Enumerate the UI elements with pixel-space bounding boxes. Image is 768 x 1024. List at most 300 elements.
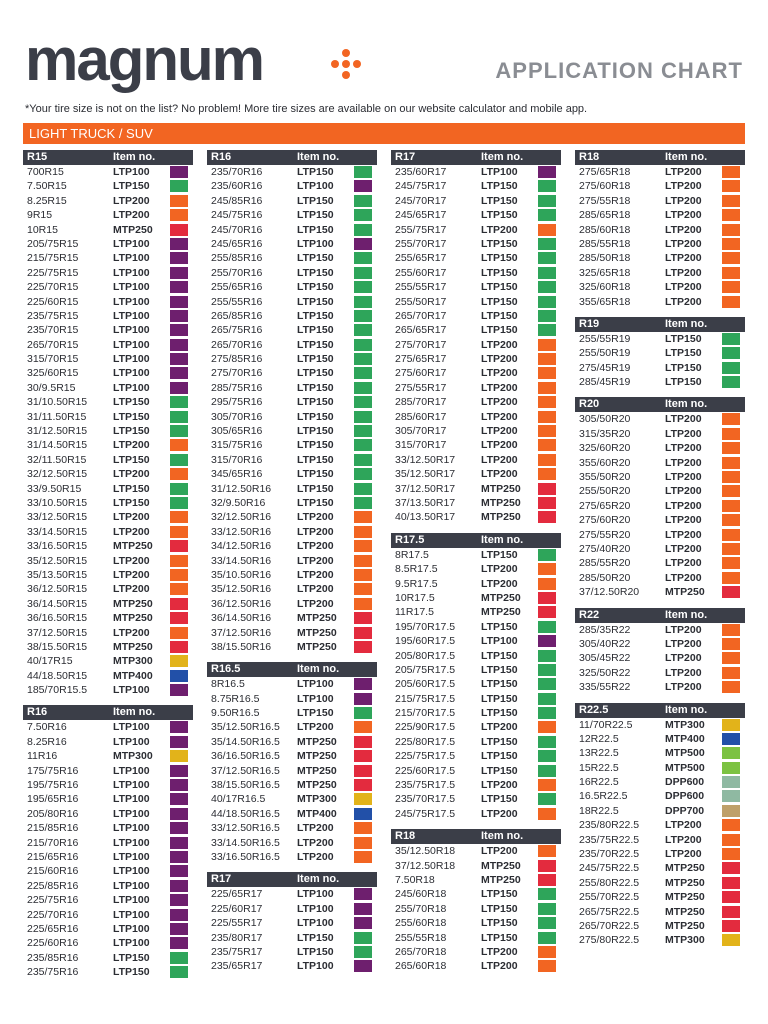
rim-size-label: R15 [27,151,48,163]
item-number: LTP200 [665,456,702,469]
column-4 [575,150,745,956]
table-row [207,720,377,734]
color-swatch [170,966,188,978]
tire-size: 305/65R16 [211,425,263,438]
rim-section [391,150,561,525]
tire-size: 225/65R17 [211,888,263,901]
table-row [207,352,377,366]
tire-size: 215/60R16 [27,865,79,878]
table-row [391,562,561,576]
item-number: LTP150 [113,425,150,438]
item-number: LTP150 [297,324,334,337]
table-row [207,165,377,179]
color-swatch [538,888,556,900]
table-row [575,484,745,498]
color-swatch [170,822,188,834]
color-swatch [722,195,740,207]
item-number: LTP150 [665,347,702,360]
table-row [23,539,193,553]
color-swatch [354,612,372,624]
item-number: LTP200 [665,427,702,440]
item-number: LTP150 [481,237,518,250]
item-number: LTP150 [297,931,334,944]
item-number: MTP250 [113,597,153,610]
color-swatch [538,793,556,805]
color-swatch [170,238,188,250]
tire-size: 33/14.50R16 [211,554,272,567]
item-column-label: Item no. [297,663,340,676]
color-swatch [170,851,188,863]
table-row [207,309,377,323]
tire-size: 275/65R17 [395,353,447,366]
item-number: MTP400 [113,669,153,682]
item-number: MTP300 [113,750,153,763]
color-swatch [170,808,188,820]
section-header [391,150,561,165]
tire-size: 37/12.50R18 [395,859,456,872]
table-row [391,959,561,973]
color-swatch [538,750,556,762]
table-row [23,597,193,611]
color-swatch [538,324,556,336]
table-row [575,332,745,346]
tire-size: 235/75R17 [211,945,263,958]
item-number: LTP100 [113,309,150,322]
item-number: LTP150 [481,281,518,294]
item-number: LTP150 [481,620,518,633]
tire-size: 285/45R19 [579,376,631,389]
item-number: LTP200 [113,194,150,207]
item-number: LTP150 [297,410,334,423]
tire-size: 285/50R20 [579,571,631,584]
item-column-label: Item no. [297,873,340,886]
item-number: MTP250 [297,735,337,748]
item-number: LTP150 [297,252,334,265]
item-number: LTP100 [113,937,150,950]
table-row [575,876,745,890]
item-number: LTP200 [113,439,150,452]
tire-size: 40/17R16.5 [211,793,266,806]
table-row [575,165,745,179]
color-swatch [170,439,188,451]
item-number: LTP150 [297,266,334,279]
item-number: MTP300 [113,655,153,668]
item-number: LTP200 [113,568,150,581]
rim-size-label: R20 [579,398,600,411]
color-swatch [354,166,372,178]
color-swatch [354,540,372,552]
table-row [391,677,561,691]
item-column-label: Item no. [113,151,156,163]
table-row [391,223,561,237]
item-number: LTP100 [297,678,334,691]
table-row [575,513,745,527]
rim-section [207,150,377,654]
tire-size: 235/70R15 [27,324,79,337]
item-number: LTP150 [297,396,334,409]
item-number: LTP100 [113,764,150,777]
color-swatch [170,339,188,351]
table-row [391,605,561,619]
item-number: LTP200 [481,338,518,351]
table-row [207,836,377,850]
table-row [23,864,193,878]
table-row [23,764,193,778]
item-number: LTP200 [665,194,702,207]
color-swatch [538,339,556,351]
table-row [391,194,561,208]
table-row [575,346,745,360]
tire-size: 235/70R22.5 [579,848,640,861]
tire-size: 305/40R22 [579,637,631,650]
table-row [23,482,193,496]
item-number: LTP200 [113,554,150,567]
table-row [23,554,193,568]
item-number: LTP200 [665,652,702,665]
item-number: LTP200 [297,554,334,567]
color-swatch [722,209,740,221]
table-row [23,424,193,438]
color-swatch [354,310,372,322]
tire-size: 215/75R17.5 [395,692,456,705]
item-number: LTP200 [297,525,334,538]
tire-size: 285/55R20 [579,557,631,570]
item-number: LTP150 [113,966,150,979]
tire-size: 285/60R17 [395,410,447,423]
table-row [391,237,561,251]
item-number: LTP200 [481,439,518,452]
item-number: LTP100 [113,807,150,820]
table-row [391,778,561,792]
item-number: MTP250 [481,591,521,604]
table-row [575,933,745,947]
table-row [23,438,193,452]
color-swatch [170,598,188,610]
item-number: LTP150 [481,194,518,207]
item-number: LTP200 [481,779,518,792]
table-row [575,804,745,818]
table-row [207,395,377,409]
item-number: MTP250 [665,586,705,599]
color-swatch [722,457,740,469]
color-swatch [538,454,556,466]
color-swatch [538,917,556,929]
tire-size: 33/12.50R15 [27,511,88,524]
color-swatch [354,779,372,791]
item-number: LTP150 [481,295,518,308]
color-swatch [170,750,188,762]
item-number: LTP100 [481,166,518,178]
color-swatch [170,267,188,279]
tire-size: 235/85R16 [27,951,79,964]
rim-size-label: R17 [211,873,232,886]
color-swatch [354,468,372,480]
tire-size: 255/70R17 [395,237,447,250]
table-row [23,194,193,208]
item-number: LTP200 [297,597,334,610]
color-swatch [354,209,372,221]
table-row [23,496,193,510]
table-row [575,251,745,265]
tire-size: 175/75R16 [27,764,79,777]
rim-size-label: R17.5 [395,533,425,546]
table-row [391,251,561,265]
color-swatch [170,569,188,581]
item-number: LTP100 [113,850,150,863]
table-row [207,280,377,294]
item-number: LTP100 [297,888,334,901]
table-row [207,266,377,280]
table-row [575,427,745,441]
color-swatch [722,180,740,192]
color-swatch [538,736,556,748]
table-row [391,548,561,562]
item-number: LTP200 [481,396,518,409]
color-swatch [722,638,740,650]
tire-size: 245/65R17 [395,209,447,222]
color-swatch [170,209,188,221]
tire-size: 215/75R15 [27,252,79,265]
tire-size: 285/55R18 [579,237,631,250]
tire-size: 235/65R17 [211,960,263,973]
table-row [391,208,561,222]
item-number: LTP200 [665,819,702,832]
table-row [575,295,745,309]
item-column-label: Item no. [665,608,708,621]
tire-size: 345/65R16 [211,468,263,481]
color-swatch [170,180,188,192]
item-number: LTP150 [481,266,518,279]
table-row [207,410,377,424]
tire-size: 235/70R16 [211,166,263,178]
item-number: LTP100 [297,692,334,705]
table-row [575,194,745,208]
color-swatch [354,851,372,863]
tire-size: 37/12.50R16 [211,626,272,639]
table-row [23,410,193,424]
item-number: LTP200 [113,525,150,538]
color-swatch [722,805,740,817]
color-swatch [170,324,188,336]
table-row [23,266,193,280]
tire-size: 235/80R17 [211,931,263,944]
item-number: DPP600 [665,790,705,803]
color-swatch [538,563,556,575]
item-number: MTP250 [665,862,705,875]
table-row [23,510,193,524]
tire-size: 255/50R17 [395,295,447,308]
item-number: LTP150 [297,453,334,466]
tire-size: 245/70R16 [211,223,263,236]
rim-section [575,317,745,390]
tire-size: 35/12.50R17 [395,468,456,481]
section-header [23,150,193,165]
tire-size: 33/14.50R16.5 [211,836,280,849]
color-swatch [354,888,372,900]
item-number: LTP200 [113,583,150,596]
color-swatch [722,347,740,359]
color-swatch [538,209,556,221]
item-number: LTP150 [113,482,150,495]
color-swatch [538,606,556,618]
item-number: MTP300 [665,934,705,947]
tire-size: 325/60R18 [579,281,631,294]
color-swatch [354,736,372,748]
tire-size: 215/70R16 [27,836,79,849]
item-number: LTP100 [113,822,150,835]
tire-size: 325/50R22 [579,666,631,679]
table-row [207,807,377,821]
color-swatch [722,762,740,774]
tire-size: 33/16.50R16.5 [211,850,280,863]
item-number: LTP150 [481,324,518,337]
color-swatch [722,376,740,388]
item-number: LTP150 [297,223,334,236]
color-swatch [170,281,188,293]
item-number: LTP200 [665,413,702,426]
table-row [207,438,377,452]
table-row [23,807,193,821]
color-swatch [538,497,556,509]
tire-size: 325/60R20 [579,442,631,455]
table-row [391,902,561,916]
tire-size: 265/75R16 [211,324,263,337]
table-row [391,649,561,663]
color-swatch [354,793,372,805]
table-row [207,706,377,720]
color-swatch [354,425,372,437]
tire-size: 225/75R15 [27,266,79,279]
item-number: LTP150 [297,309,334,322]
table-row [575,861,745,875]
color-swatch [538,468,556,480]
item-column-label: Item no. [665,317,708,330]
table-row [391,945,561,959]
table-row [575,847,745,861]
item-number: LTP150 [481,902,518,915]
table-row [23,669,193,683]
color-swatch [538,483,556,495]
color-swatch [170,353,188,365]
table-row [23,850,193,864]
table-row [23,626,193,640]
table-row [207,510,377,524]
tire-size: 255/55R18 [395,931,447,944]
rim-size-label: R16 [27,706,48,719]
item-number: LTP100 [297,960,334,973]
color-swatch [354,483,372,495]
item-number: LTP200 [665,166,702,178]
rim-section [391,533,561,821]
table-row [23,611,193,625]
tire-size: 35/12.50R18 [395,845,456,858]
tire-size: 315/70R17 [395,439,447,452]
item-number: LTP200 [665,571,702,584]
table-row [23,936,193,950]
tire-size: 275/60R17 [395,367,447,380]
tire-size: 11R17.5 [395,606,434,619]
color-swatch [354,224,372,236]
item-number: MTP500 [665,761,705,774]
tire-size: 265/75R22.5 [579,905,640,918]
color-swatch [354,267,372,279]
item-number: LTP100 [113,381,150,394]
tire-size: 235/80R22.5 [579,819,640,832]
item-number: LTP150 [481,548,518,561]
table-row [23,778,193,792]
item-number: LTP200 [297,721,334,734]
tire-size: 255/50R20 [579,485,631,498]
item-number: LTP200 [665,666,702,679]
color-swatch [538,267,556,279]
tire-size: 32/9.50R16 [211,496,266,509]
table-row [207,597,377,611]
item-number: LTP150 [481,707,518,720]
table-row [575,623,745,637]
color-swatch [538,592,556,604]
tire-size: 275/85R16 [211,353,263,366]
item-number: MTP250 [113,612,153,625]
color-swatch [538,946,556,958]
color-swatch [354,497,372,509]
item-number: MTP250 [481,859,521,872]
color-swatch [722,719,740,731]
tire-size: 255/65R16 [211,281,263,294]
table-row [391,338,561,352]
color-swatch [170,670,188,682]
tire-size: 305/70R16 [211,410,263,423]
color-swatch [354,353,372,365]
tire-size: 285/35R22 [579,623,631,636]
tire-size: 8R16.5 [211,678,245,691]
item-number: LTP200 [665,542,702,555]
table-row [23,720,193,734]
table-row [391,792,561,806]
tire-size: 31/11.50R15 [27,410,87,423]
section-header [391,533,561,548]
color-swatch [170,468,188,480]
tire-size: 245/75R17 [395,180,447,193]
item-number: MTP300 [297,793,337,806]
tire-size: 275/70R16 [211,367,263,380]
table-row [391,424,561,438]
color-swatch [170,923,188,935]
color-swatch [354,598,372,610]
color-swatch [170,684,188,696]
color-swatch [722,819,740,831]
table-row [23,237,193,251]
item-number: MTP400 [665,732,705,745]
table-row [391,807,561,821]
color-swatch [538,932,556,944]
color-swatch [354,960,372,972]
tire-size: 305/50R20 [579,413,631,426]
item-number: LTP200 [297,583,334,596]
item-number: LTP100 [113,266,150,279]
tire-size: 245/75R17.5 [395,807,456,820]
tire-size: 285/65R18 [579,209,631,222]
item-number: MTP250 [297,750,337,763]
tire-size: 255/70R16 [211,266,263,279]
color-swatch [722,428,740,440]
color-swatch [170,454,188,466]
tire-size: 32/12.50R16 [211,511,272,524]
item-number: LTP200 [665,528,702,541]
item-number: MTP250 [481,496,521,509]
color-swatch [170,641,188,653]
table-row [23,640,193,654]
table-row [207,749,377,763]
